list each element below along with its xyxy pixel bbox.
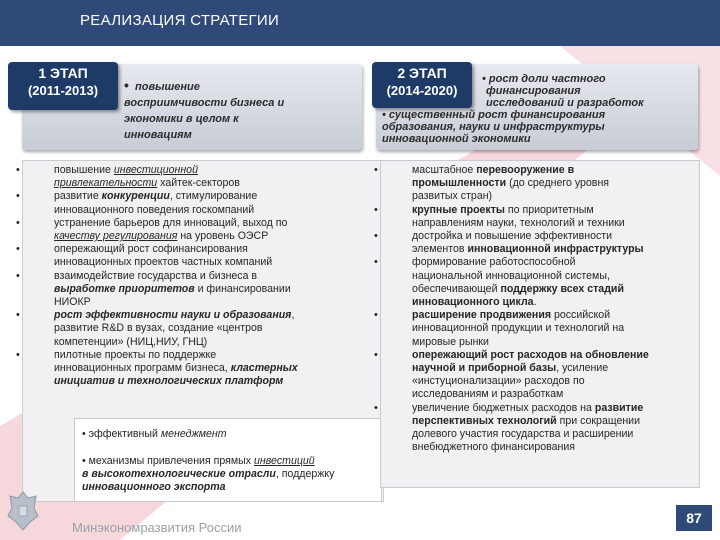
list-item-line xyxy=(412,270,696,283)
text-run: направлениям науки, технологий и техники xyxy=(412,216,625,229)
goal-bullet: • xyxy=(124,77,129,93)
bullet-icon: • xyxy=(16,309,20,322)
bullet-icon: • xyxy=(16,164,20,176)
text-run: взаимодействие государства и бизнеса в xyxy=(54,269,258,282)
list-item-line xyxy=(412,428,696,441)
list-item-line xyxy=(54,322,376,335)
list-item xyxy=(16,269,376,310)
text-run: мировые рынки xyxy=(412,335,489,348)
text-run: на уровень ОЭСР xyxy=(177,230,269,243)
list-item xyxy=(374,401,696,455)
coat-of-arms-icon xyxy=(6,488,40,532)
text-run: , поддержку xyxy=(275,468,335,480)
text-run: повышение xyxy=(54,164,114,176)
text-run: хайтек-секторов xyxy=(157,177,240,190)
bullet-icon: • xyxy=(374,256,378,269)
list-item-line xyxy=(54,190,376,203)
list-item-line xyxy=(412,322,696,335)
text-run: рост эффективности науки и образования xyxy=(54,309,292,322)
text-run: «инстуционализации» расходов по xyxy=(412,375,585,388)
text-run: менеджмент xyxy=(160,428,227,440)
list-item-line xyxy=(412,230,696,243)
list-item xyxy=(374,309,696,349)
text-run: НИОКР xyxy=(54,296,91,309)
text-run: расширение продвижения xyxy=(412,309,552,322)
text-run: и финансировании xyxy=(194,282,291,295)
text-run: развитие R&D в вузах, создание «центров xyxy=(54,322,263,335)
text-run: национальной инновационной системы, xyxy=(412,269,610,282)
text-run: пилотные проекты по поддержке xyxy=(54,348,217,361)
list-item-line xyxy=(412,415,696,428)
bullet-icon: • xyxy=(374,230,378,243)
text-run: увеличение бюджетных расходов на xyxy=(412,401,595,414)
stage1-years: (2011-2013) xyxy=(27,83,99,98)
list-item-line xyxy=(54,270,376,283)
text-run: качеству регулирования xyxy=(54,230,178,243)
text-run: исследованиям и разработкам xyxy=(412,388,564,401)
goal-line: финансирования xyxy=(486,85,581,97)
text-run: масштабное xyxy=(412,164,477,176)
goal-line: • рост доли частного xyxy=(482,73,606,85)
text-run: развитие xyxy=(594,401,644,414)
text-run: (до среднего уровня xyxy=(506,177,610,190)
sub-line xyxy=(82,481,226,494)
list-item-line xyxy=(54,283,376,296)
list-item-line xyxy=(412,296,696,309)
list-item-line xyxy=(54,230,376,243)
stage2-box xyxy=(372,62,472,108)
text-run: • механизмы привлечения прямых xyxy=(82,455,255,467)
list-item xyxy=(16,243,376,269)
list-item-line xyxy=(412,375,696,388)
header-bar xyxy=(0,0,720,46)
text-run: выработке приоритетов xyxy=(54,282,195,295)
list-item-line xyxy=(54,243,376,256)
goal-line: инновационной экономики xyxy=(382,133,531,145)
list-item-line xyxy=(54,336,376,349)
sub-line xyxy=(82,455,315,468)
bullet-icon: • xyxy=(374,309,378,322)
text-run: внебюджетного финансирования xyxy=(412,441,576,454)
list-item-line xyxy=(412,388,696,401)
text-run: инновационной инфраструктуры xyxy=(467,243,644,256)
list-item xyxy=(374,256,696,309)
text-run: опережающий рост софинансирования xyxy=(54,243,248,256)
text-run: перспективных технологий xyxy=(412,414,557,427)
text-run: инновационного экспорта xyxy=(82,481,226,493)
list-item-line xyxy=(412,204,696,217)
stage1-box xyxy=(8,62,118,110)
text-run: долевого участия государства и расширении xyxy=(412,428,634,441)
stage1-goal xyxy=(124,79,354,141)
text-run: обеспечивающей xyxy=(412,282,501,295)
sub-line xyxy=(82,428,227,441)
bullet-icon: • xyxy=(16,243,20,256)
text-run: инициатив и технологических платформ xyxy=(54,375,284,388)
text-run: . xyxy=(533,296,537,309)
text-run: инновационных программ бизнеса, xyxy=(54,362,231,375)
list-item-line xyxy=(54,296,376,309)
sub-line xyxy=(82,468,334,481)
text-run: компетенции» (НИЦ,НИУ, ГНЦ) xyxy=(54,335,208,348)
list-item-line xyxy=(54,309,376,322)
list-item-line xyxy=(412,349,696,362)
goal-line: исследований и разработок xyxy=(486,97,644,109)
list-item-line xyxy=(412,283,696,296)
list-item-line xyxy=(54,362,376,375)
goal-line: восприимчивости бизнеса и xyxy=(124,97,285,109)
text-run: поддержку всех стадий xyxy=(500,282,624,295)
stage2-years: (2014-2020) xyxy=(386,83,458,98)
goal-text: повышение xyxy=(135,81,200,93)
goal-line xyxy=(124,79,354,93)
bullet-icon: • xyxy=(374,348,378,361)
list-item-line xyxy=(412,177,696,190)
text-run: развитых стран) xyxy=(412,190,493,203)
list-item-line xyxy=(54,204,376,217)
list-item-line xyxy=(412,362,696,375)
text-run: устранение барьеров для инноваций, выход по xyxy=(54,216,288,229)
list-item-line xyxy=(412,217,696,230)
text-run: по приоритетным xyxy=(504,203,594,216)
text-run: • эффективный xyxy=(82,428,161,440)
stage2-goal-funding xyxy=(382,109,694,145)
text-run: элементов xyxy=(412,243,468,256)
stage2-measures-list xyxy=(374,164,696,454)
list-item-line xyxy=(54,256,376,269)
list-item-line xyxy=(412,309,696,322)
list-item xyxy=(374,348,696,402)
text-run: , усиление xyxy=(556,362,609,375)
text-run: инновационных проектов частных компаний xyxy=(54,256,273,269)
list-item-line xyxy=(412,164,696,177)
ministry-name: Минэкономразвития России xyxy=(72,520,242,535)
text-run: привлекательности xyxy=(54,177,158,190)
text-run: инвестиций xyxy=(254,455,315,467)
bullet-icon: • xyxy=(16,190,20,203)
list-item xyxy=(16,348,376,389)
text-run: промышленности xyxy=(412,177,507,190)
page-number: 87 xyxy=(676,505,712,531)
list-item xyxy=(374,164,696,204)
text-run: достройка и повышение эффективности xyxy=(412,230,613,243)
goal-line: • существенный рост финансирования xyxy=(382,109,606,121)
goal-line: образования, науки и инфраструктуры xyxy=(382,121,605,133)
list-item xyxy=(16,164,376,190)
stage1-measures-list xyxy=(16,164,376,388)
bullet-icon: • xyxy=(16,269,20,282)
list-item-line xyxy=(54,375,376,388)
text-run: развитие xyxy=(54,190,102,203)
list-item-line xyxy=(412,243,696,256)
text-run: при сокращении xyxy=(556,414,641,427)
list-item-line xyxy=(412,190,696,203)
list-item-line xyxy=(412,256,696,269)
text-run: крупные проекты xyxy=(412,203,505,216)
text-run: научной и приборной базы xyxy=(412,362,557,375)
bullet-icon: • xyxy=(374,401,378,414)
text-run: инвестиционной xyxy=(113,164,198,176)
list-item-line xyxy=(54,217,376,230)
text-run: опережающий рост расходов на обновление xyxy=(412,348,649,361)
goal-line: экономики в целом к xyxy=(124,113,239,125)
list-item-line xyxy=(54,164,376,177)
list-item xyxy=(16,216,376,243)
text-run: кластерных xyxy=(230,362,298,375)
text-run: формирование работоспособной xyxy=(412,256,576,269)
stage2-goal-private xyxy=(482,73,694,109)
stage2-name: 2 ЭТАП xyxy=(397,65,447,81)
list-item-line xyxy=(412,336,696,349)
text-run: инновационной продукции и технологий на xyxy=(412,322,625,335)
list-item-line xyxy=(412,441,696,454)
bullet-icon: • xyxy=(16,348,20,361)
text-run: конкуренции xyxy=(101,190,170,203)
list-item-line xyxy=(412,402,696,415)
bullet-icon: • xyxy=(374,164,378,176)
text-run: инновационного поведения госкомпаний xyxy=(54,203,255,216)
list-item-line xyxy=(54,349,376,362)
list-item xyxy=(16,309,376,349)
goal-line: инновациям xyxy=(124,129,192,141)
text-run: перевооружение в xyxy=(476,164,575,176)
list-item xyxy=(374,203,696,230)
text-run: , стимулирование xyxy=(169,190,258,203)
list-item xyxy=(16,190,376,216)
list-item xyxy=(374,230,696,256)
bullet-icon: • xyxy=(374,203,378,216)
list-item-line xyxy=(54,177,376,190)
text-run: в высокотехнологические отрасли xyxy=(82,468,276,480)
text-run: инновационного цикла xyxy=(412,296,534,309)
stage1-name: 1 ЭТАП xyxy=(38,65,88,81)
text-run: , xyxy=(291,309,295,322)
page-title: РЕАЛИЗАЦИЯ СТРАТЕГИИ xyxy=(80,12,280,29)
text-run: российской xyxy=(551,309,611,322)
bullet-icon: • xyxy=(16,216,20,229)
